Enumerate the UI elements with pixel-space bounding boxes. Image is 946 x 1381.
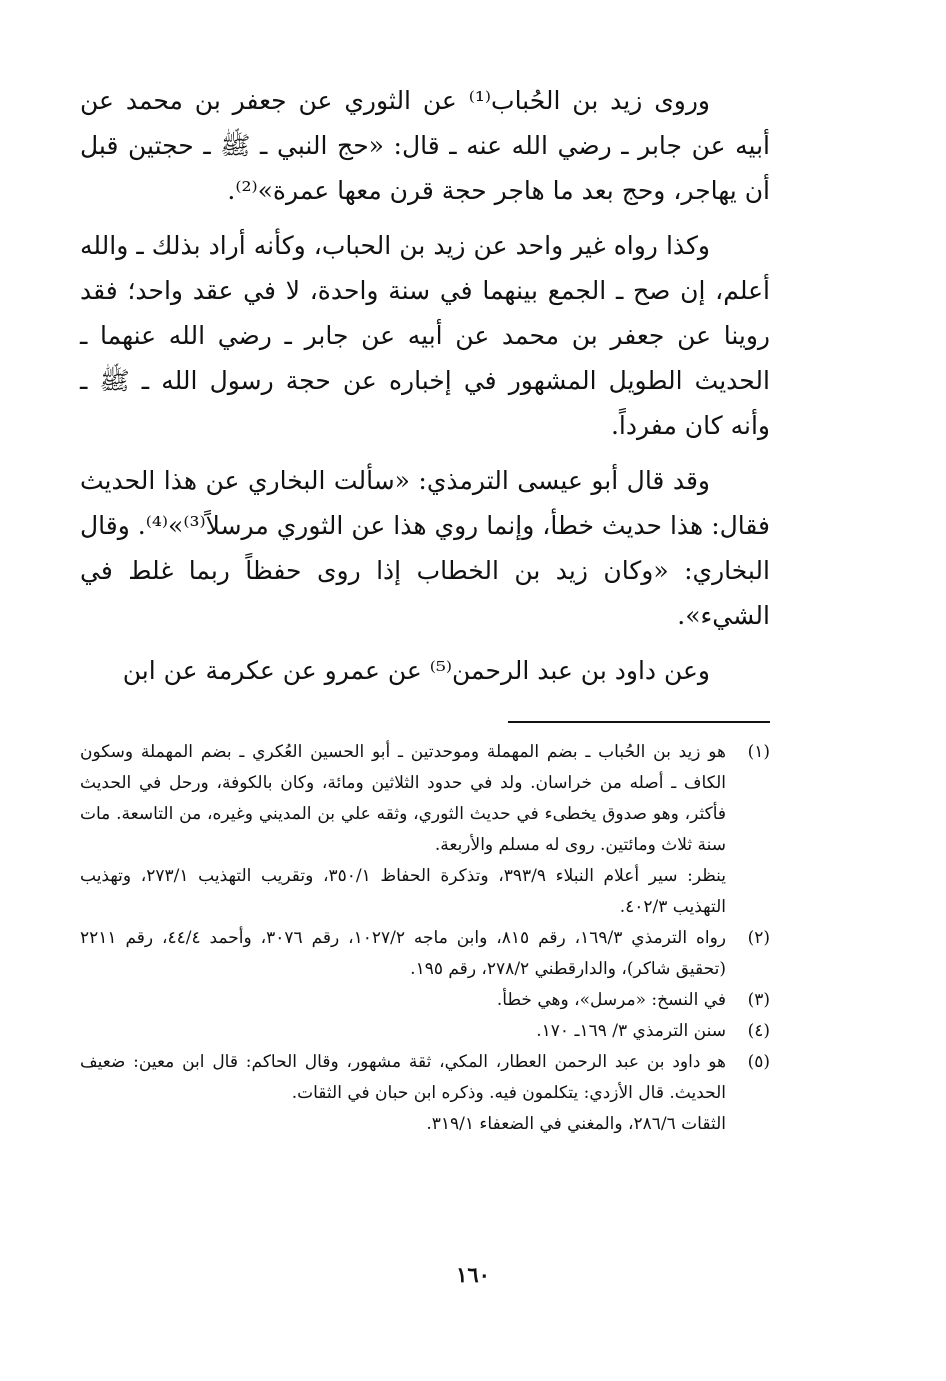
footnote-3 <box>80 985 770 1016</box>
footnote-divider <box>508 721 770 723</box>
paragraph: وقد قال أبو عيسى الترمذي: «سألت البخاري عن هذا الحديث فقال: هذا حديث خطأ، وإنما روي هذا عن الثوري مرسلاً⁽³⁾»⁽⁴⁾. وقال البخاري: «وكان زيد بن الخطاب إذا روى حفظاً ربما غلط في الشيء». <box>80 466 770 630</box>
footnote-number: (٣) <box>747 990 770 1010</box>
footnote-body <box>80 737 726 923</box>
page-number: ١٦٠ <box>456 1262 490 1287</box>
footnote-line: هو داود بن عبد الرحمن العطار، المكي، ثقة مشهور، وقال الحاكم: قال ابن معين: ضعيف الحديث. قال الأزدي: يتكلمون فيه. وذكره ابن حبان في الثقات. <box>80 1052 726 1103</box>
footnote-line: الثقات ٢٨٦/٦، والمغني في الضعفاء ٣١٩/١. <box>426 1114 726 1134</box>
paragraph: وروى زيد بن الحُباب⁽¹⁾ عن الثوري عن جعفر بن محمد عن أبيه عن جابر ـ رضي الله عنه ـ قال: «حج النبي ـ ﷺ ـ حجتين قبل أن يهاجر، وحج بعد ما هاجر حجة قرن معها عمرة»⁽²⁾. <box>80 86 770 205</box>
footnote-line: في النسخ: «مرسل»، وهي خطأ. <box>496 990 726 1010</box>
footnote-5 <box>80 1047 770 1140</box>
footnote-body <box>80 1016 726 1047</box>
footnote-number: (٤) <box>747 1021 770 1041</box>
footnote-number: (٢) <box>747 928 770 948</box>
main-text <box>80 78 770 693</box>
footnote-body <box>80 923 726 985</box>
footnote-line: ينظر: سير أعلام النبلاء ٣٩٣/٩، وتذكرة الحفاظ ٣٥٠/١، وتقريب التهذيب ٢٧٣/١، وتهذيب التهذيب ٤٠٢/٣. <box>80 866 727 917</box>
footnote-number: (٥) <box>747 1052 770 1072</box>
paragraph: وكذا رواه غير واحد عن زيد بن الحباب، وكأنه أراد بذلك ـ والله أعلم، إن صح ـ الجمع بينهما في سنة واحدة، لا في عقد واحد؛ فقد روينا عن جعفر بن محمد عن أبيه عن جابر ـ رضي الله عنهما ـ الحديث الطويل المشهور في إخباره عن حجة رسول الله ـ ﷺ ـ وأنه كان مفرداً. <box>80 231 770 440</box>
footnote-line: سنن الترمذي ٣/ ١٦٩ـ ١٧٠. <box>536 1021 726 1041</box>
footnote-body <box>80 1047 726 1140</box>
paragraph: وعن داود بن عبد الرحمن⁽⁵⁾ عن عمرو عن عكرمة عن ابن <box>122 656 710 685</box>
page-content <box>80 78 770 1140</box>
footnotes <box>80 737 770 1140</box>
footnote-line: رواه الترمذي ١٦٩/٣، رقم ٨١٥، وابن ماجه ١٠٢٧/٢، رقم ٣٠٧٦، وأحمد ٤٤/٤، رقم ٢٢١١ (تحقيق شاكر)، والدارقطني ٢٧٨/٢، رقم ١٩٥. <box>80 928 727 979</box>
footnote-4 <box>80 1016 770 1047</box>
footnote-1 <box>80 737 770 923</box>
footnote-number: (١) <box>747 742 770 762</box>
footnote-line: هو زيد بن الحُباب ـ بضم المهملة وموحدتين ـ أبو الحسين العُكري ـ بضم المهملة وسكون الكاف ـ أصله من خراسان. ولد في حدود الثلاثين ومائة، وكان بالكوفة، ورحل في الحديث فأكثر، وهو صدوق يخطىء في حديث الثوري، وثقه علي بن المديني وغيره، من التاسعة. مات سنة ثلاث ومائتين. روى له مسلم والأربعة. <box>80 742 726 855</box>
footnote-2 <box>80 923 770 985</box>
footnote-body <box>80 985 726 1016</box>
